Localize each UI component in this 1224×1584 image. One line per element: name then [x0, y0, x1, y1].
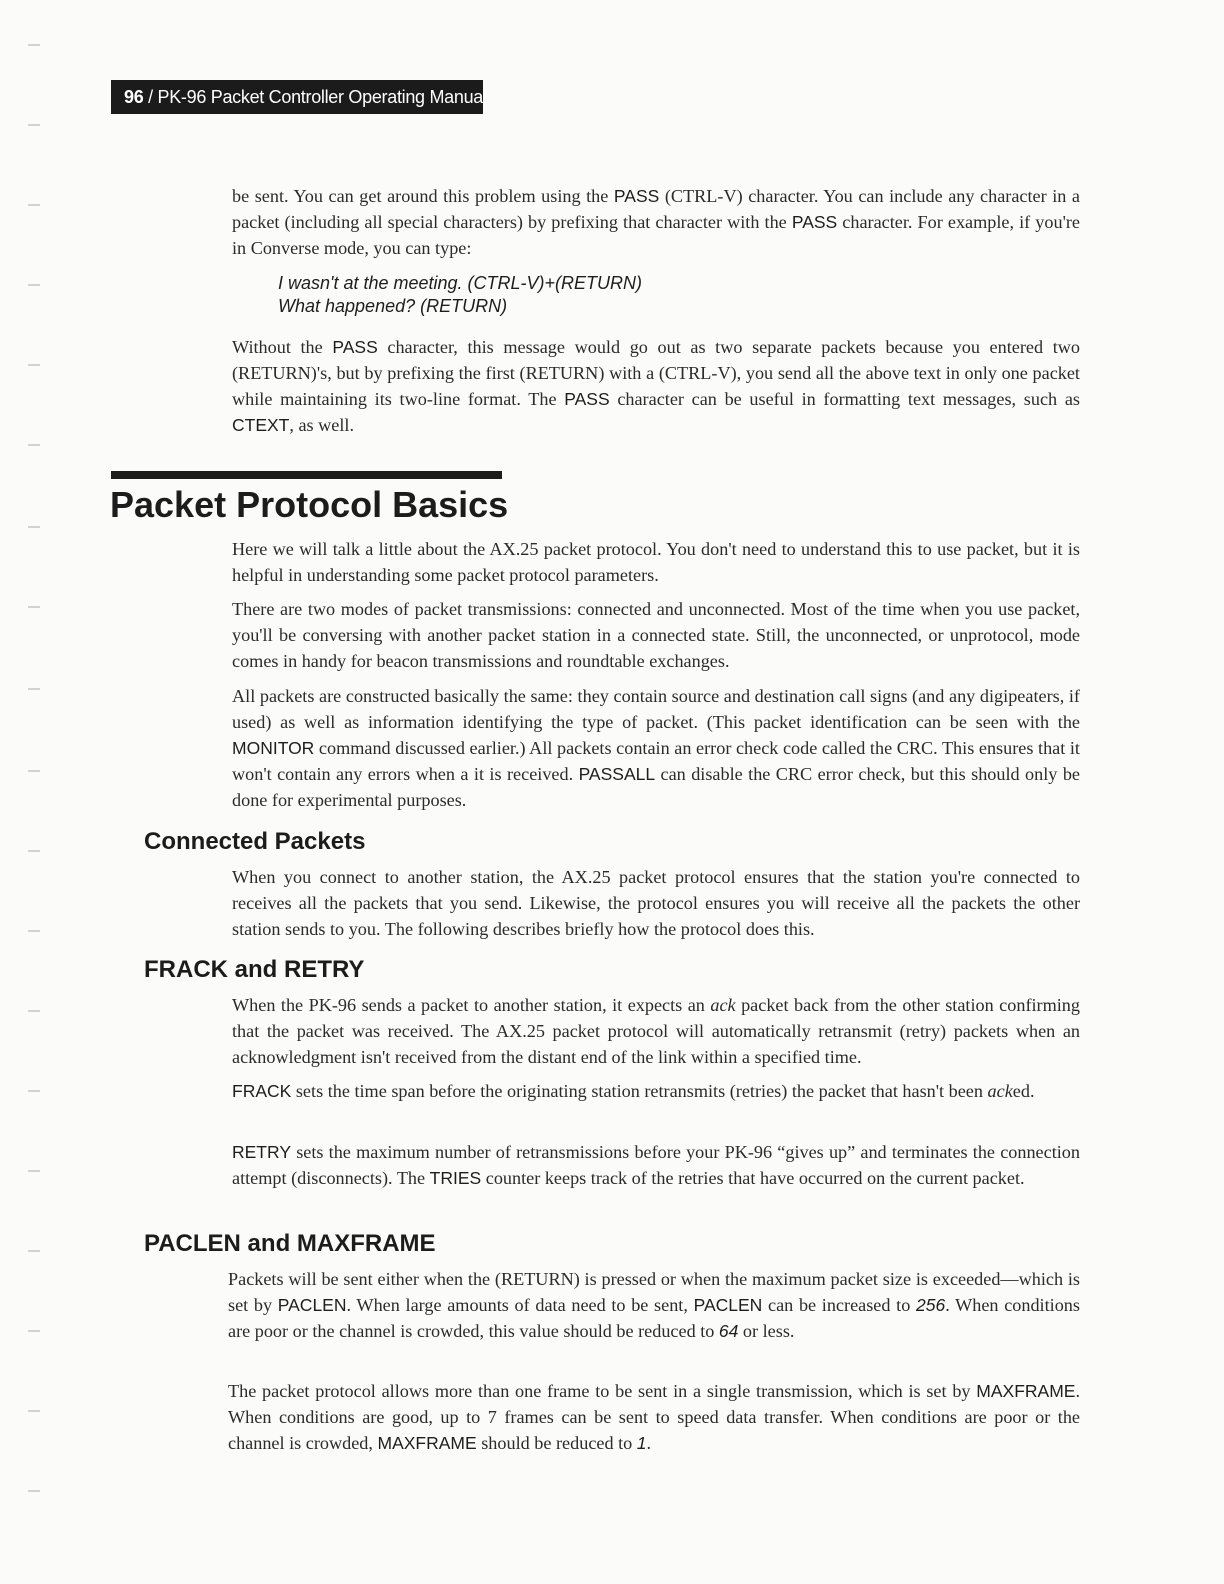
command-frack: FRACK — [232, 1081, 292, 1101]
frack-paragraph-1: When the PK-96 sends a packet to another station, it expects an ack packet back from the other station confirming that the packet was received. The AX.25 packet protocol will automatically retransmit (retry) packets when an acknowledgment isn't received from the distant end of the link within a specified time. — [232, 995, 1080, 1067]
term-ack: ack — [710, 995, 736, 1015]
frack-paragraph-2: FRACK sets the time span before the originating station retransmits (retries) the packet that hasn't been acked. — [232, 1081, 1035, 1101]
connected-paragraph: When you connect to another station, the AX.25 packet protocol ensures that the station you're connected to receives all the packets that you send. Likewise, the protocol ensures you will receive all the packets the other station sends to you. The following describes briefly how the protocol does this. — [232, 867, 1080, 939]
margin-tick — [28, 606, 40, 608]
margin-tick — [28, 1250, 40, 1252]
margin-tick — [28, 444, 40, 446]
section-paragraph-3: All packets are constructed basically the same: they contain source and destination call signs (and any digipeaters, if used) as well as information identifying the type of packet. (This packet identification can be seen with the MONITOR command discussed earlier.) All packets contain an error check code called the CRC. This ensures that it won't contain any errors when a it is received. PASSALL can disable the CRC error check, but this should only be done for experimental purposes. — [232, 686, 1080, 810]
margin-tick — [28, 930, 40, 932]
command-ctext: CTEXT — [232, 415, 290, 435]
section-paragraph-2: There are two modes of packet transmissions: connected and unconnected. Most of the time when you use packet, you'll be conversing with another packet station in a connected state. Still, the unconnected, or unprotocol, mode comes in handy for beacon transmissions and roundtable exchanges. — [232, 599, 1080, 671]
margin-tick — [28, 364, 40, 366]
command-pass: PASS — [791, 212, 838, 232]
command-maxframe: MAXFRAME — [377, 1433, 477, 1453]
subheading-connected-packets: Connected Packets — [144, 828, 366, 855]
paclen-paragraph-2: The packet protocol allows more than one frame to be sent in a single transmission, which is set by MAXFRAME. When conditions are good, up to 7 frames can be sent to speed data transfer. When conditions are poor or the channel is crowded, MAXFRAME should be reduced to 1. — [228, 1381, 1080, 1453]
command-passall: PASSALL — [578, 764, 656, 784]
margin-tick — [28, 44, 40, 46]
value-64: 64 — [718, 1321, 739, 1341]
margin-tick — [28, 688, 40, 690]
command-pass: PASS — [564, 389, 610, 409]
command-pass: PASS — [613, 186, 660, 206]
intro-paragraph-1: be sent. You can get around this problem using the PASS (CTRL-V) character. You can include any character in a packet (including all special characters) by prefixing that character with the PASS character. For example, if you're in Converse mode, you can type: — [232, 186, 1080, 258]
margin-tick — [28, 770, 40, 772]
margin-tick — [28, 1170, 40, 1172]
intro-paragraph-2: Without the PASS character, this message would go out as two separate packets because you entered two (RETURN)'s, but by prefixing the first (RETURN) with a (CTRL-V), you send all the above text in only one packet while maintaining its two-line format. The PASS character can be useful in formatting text messages, such as CTEXT, as well. — [232, 337, 1080, 435]
paclen-paragraph-1: Packets will be sent either when the (RETURN) is pressed or when the maximum packet size is exceeded—which is set by PACLEN. When large amounts of data need to be sent, PACLEN can be increased to 256. When conditions are poor or the channel is crowded, this value should be reduced to 64 or less. — [228, 1269, 1080, 1341]
value-1: 1 — [636, 1433, 647, 1453]
example-line-1: I wasn't at the meeting. (CTRL-V)+(RETURN) — [278, 273, 643, 293]
command-paclen: PACLEN — [277, 1295, 347, 1315]
frack-paragraph-3: RETRY sets the maximum number of retransmissions before your PK-96 “gives up” and terminates the connection attempt (disconnects). The TRIES counter keeps track of the retries that have occurred on the current packet. — [232, 1142, 1080, 1188]
margin-tick — [28, 1410, 40, 1412]
example-line-2: What happened? (RETURN) — [278, 296, 508, 316]
page-number: 96 — [124, 87, 144, 107]
margin-tick — [28, 1490, 40, 1492]
margin-tick — [28, 1330, 40, 1332]
command-retry: RETRY — [232, 1142, 291, 1162]
section-paragraph-1: Here we will talk a little about the AX.25 packet protocol. You don't need to understand this to use packet, but it is helpful in understanding some packet protocol parameters. — [232, 539, 1080, 585]
value-256: 256 — [915, 1295, 946, 1315]
subheading-frack-retry: FRACK and RETRY — [144, 956, 365, 983]
margin-tick — [28, 1090, 40, 1092]
margin-tick — [28, 850, 40, 852]
command-pass: PASS — [332, 337, 378, 357]
margin-tick — [28, 124, 40, 126]
subheading-paclen-maxframe: PACLEN and MAXFRAME — [144, 1230, 436, 1257]
section-title: Packet Protocol Basics — [110, 484, 509, 525]
manual-title: / PK-96 Packet Controller Operating Manual — [143, 87, 487, 107]
command-paclen: PACLEN — [693, 1295, 763, 1315]
section-rule — [111, 471, 502, 479]
command-monitor: MONITOR — [232, 738, 315, 758]
margin-tick — [28, 284, 40, 286]
margin-tick — [28, 1010, 40, 1012]
command-maxframe: MAXFRAME — [976, 1381, 1076, 1401]
margin-tick — [28, 526, 40, 528]
running-header — [111, 80, 487, 114]
margin-tick — [28, 204, 40, 206]
binding-margin-marks — [28, 0, 42, 1584]
command-tries: TRIES — [429, 1168, 482, 1188]
